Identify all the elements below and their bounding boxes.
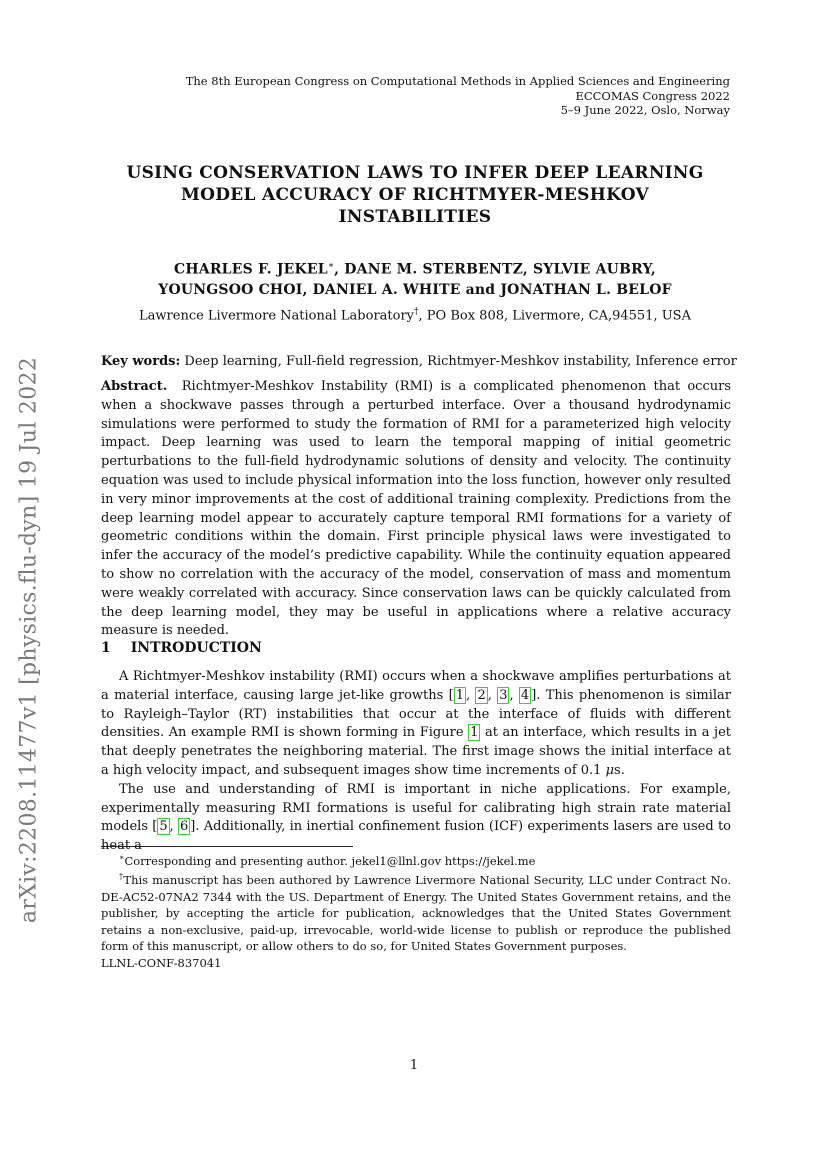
author-line-2: YOUNGSOO CHOI, DANIEL A. WHITE and JONATHAN L. BELOF xyxy=(158,281,672,298)
affiliation-name: Lawrence Livermore National Laboratory xyxy=(139,308,415,324)
section-heading xyxy=(101,640,262,656)
author-list xyxy=(60,256,770,300)
footnote-2-mark: † xyxy=(119,872,124,882)
footnotes xyxy=(101,850,731,971)
footnote-2-text: This manuscript has been authored by Lawrence Livermore National Security, LLC under Contract No. DE-AC52-07NA2 7344 with the US. Department of Energy. The United States Government retains, and the publisher, by accepting the article for publication, acknowledges that the United States Government retains a non-exclusive, paid-up, irrevocable, world-wide license to publish or reproduce the published form of this manuscript, or allow others to do so, for United States Government purposes. xyxy=(101,873,732,954)
keywords-text: Deep learning, Full-field regression, Richtmyer-Meshkov instability, Inference error xyxy=(180,354,737,369)
page-number: 1 xyxy=(409,1058,419,1073)
affiliation-address: , PO Box 808, Livermore, CA,94551, USA xyxy=(418,308,691,324)
conference-line-3: 5–9 June 2022, Oslo, Norway xyxy=(560,103,730,117)
affiliation xyxy=(60,307,770,323)
mu-symbol: μ xyxy=(605,762,615,778)
section-title: INTRODUCTION xyxy=(130,640,262,656)
intro-p2-text-a: The use and understanding of RMI is important in niche applications. For example, experimentally measuring RMI formations is useful for calibrating high strain rate material models [ xyxy=(101,781,731,835)
figure-link[interactable]: 1 xyxy=(470,725,479,741)
section-number: 1 xyxy=(101,640,111,656)
intro-p1-text-c: at an interface, which results in a jet that deeply penetrates the neighboring material. The first image shows the initial interface at a high velocity impact, and subsequent images show time increments of 0.1 xyxy=(101,725,731,778)
title-line-1: USING CONSERVATION LAWS TO INFER DEEP LEARNING xyxy=(126,163,704,183)
citation-link[interactable]: 1 xyxy=(455,687,464,703)
citation-link[interactable]: 3 xyxy=(499,687,508,703)
paper-title xyxy=(60,162,770,228)
intro-p1-text-d: s. xyxy=(614,762,625,778)
introduction-body xyxy=(101,668,731,856)
affiliation-mark: † xyxy=(414,307,419,317)
intro-paragraph-2 xyxy=(101,781,731,856)
conference-header xyxy=(186,74,730,118)
abstract xyxy=(101,378,731,641)
abstract-text: Richtmyer-Meshkov Instability (RMI) is a complicated phenomenon that occurs when a shockwave passes through a perturbed interface. Over a thousand hydrodynamic simulations were performed to study the formation of RMI for a parameterized high velocity impact. Deep learning was used to learn the temporal mapping of initial geometric perturbations to the full-field hydrodynamic solutions of density and velocity. The continuity equation was used to include physical information into the loss function, however only resulted in very minor improvements at the cost of additional training complexity. Predictions from the deep learning model appear to accurately capture temporal RMI formations for a variety of geometric conditions within the domain. First principle physical laws were investigated to infer the accuracy of the model’s predictive capability. While the continuity equation appeared to show no correlation with the accuracy of the model, conservation of mass and momentum were weakly correlated with accuracy. Since conservation laws can be quickly calculated from the deep learning model, they may be useful in applications where a relative accuracy measure is needed. xyxy=(101,379,732,639)
citation-separator: , xyxy=(487,687,498,703)
intro-p1-text-b: ]. This phenomenon is similar to Rayleigh–Taylor (RT) instabilities that occur at the interface of fluids with different densities. An example RMI is shown forming in Figure xyxy=(101,687,731,741)
footnote-1-text: Corresponding and presenting author. jekel1@llnl.gov https://jekel.me xyxy=(124,853,536,868)
citation-separator: , xyxy=(169,819,178,835)
intro-p2-text-b: ]. Additionally, in inertial confinement fusion (ICF) experiments lasers are used to heat a xyxy=(101,819,732,854)
footnote-report-number: LLNL-CONF-837041 xyxy=(101,955,222,970)
footnote-1 xyxy=(101,850,731,869)
arxiv-sidebar xyxy=(4,340,54,940)
citation-link[interactable]: 5 xyxy=(159,819,168,835)
abstract-label: Abstract. xyxy=(101,379,168,394)
intro-paragraph-1 xyxy=(101,668,731,781)
citation-link[interactable]: 4 xyxy=(520,687,530,703)
title-line-3: INSTABILITIES xyxy=(338,207,492,227)
arxiv-identifier: arXiv:2208.11477v1 [physics.flu-dyn] 19 Jul 2022 xyxy=(16,356,42,924)
author-line-1-rest: , DANE M. STERBENTZ, SYLVIE AUBRY, xyxy=(334,261,656,278)
footnote-divider xyxy=(101,846,353,847)
corresponding-mark: ∗ xyxy=(327,261,335,271)
intro-p1-text-a: A Richtmyer-Meshkov instability (RMI) occurs when a shockwave amplifies perturbations at a material interface, causing large jet-like growths [ xyxy=(101,669,731,703)
citation-link[interactable]: 6 xyxy=(180,819,189,835)
footnote-2 xyxy=(101,869,731,954)
title-line-2: MODEL ACCURACY OF RICHTMYER-MESHKOV xyxy=(180,185,650,205)
footnote-1-mark: ∗ xyxy=(119,853,125,862)
keywords-label: Key words: xyxy=(101,354,181,369)
citation-separator: , xyxy=(509,687,519,703)
conference-line-2: ECCOMAS Congress 2022 xyxy=(575,88,730,103)
citation-link[interactable]: 2 xyxy=(477,687,486,703)
keywords xyxy=(101,353,737,371)
conference-line-1: The 8th European Congress on Computational Methods in Applied Sciences and Engineering xyxy=(185,74,730,88)
author-jekel: CHARLES F. JEKEL xyxy=(174,261,328,278)
citation-separator: , xyxy=(466,687,476,703)
author-line-1 xyxy=(60,256,770,280)
